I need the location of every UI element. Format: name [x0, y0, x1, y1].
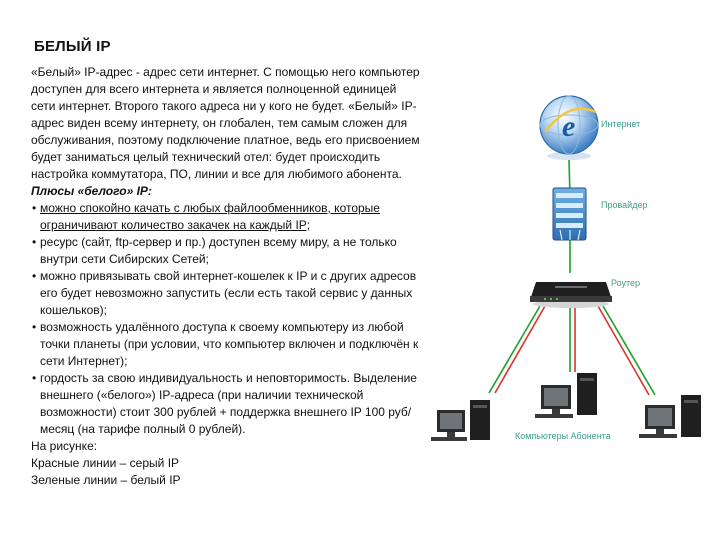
computer-icon [535, 373, 597, 418]
label-router: Роутер [611, 278, 641, 288]
intro-paragraph: «Белый» IP-адрес - адрес сети интернет. С помощью него компьютер доступен для всего интернета и является полноценной единицей сети интернет. Второго такого адреса ни у кого не будет. «Белый» IP-адрес виден всему интернету, он глобален, тем самым сложен для обслуживания, поэтому подключение платное, ведь его присвоением будет заниматься целый технический отел: будет происходить настройка коммутатора, ПО, линии и все для любимого абонента. [31, 65, 420, 181]
label-internet: Интернет [601, 119, 641, 129]
bullet-item: • можно спокойно качать с любых файлообменников, которые ограничивают количество закачек на каждый IP; [32, 201, 380, 232]
caption-heading: На рисунке: [31, 439, 98, 453]
router-icon [530, 282, 612, 308]
slide-title: БЕЛЫЙ IP [34, 38, 111, 55]
bullet-item: • ресурс (сайт, ftp-сервер и пр.) доступен всему миру, а не только внутри сети Сибирских Сетей; [32, 235, 397, 266]
pluses-heading: Плюсы «белого» IP: [31, 184, 152, 198]
computer-icon [639, 395, 701, 438]
bullet-item: • можно привязывать свой интернет-кошелек к IP и с других адресов его будет невозможно запустить (если есть такой сервис у данных кошельков); [32, 269, 417, 317]
caption-red-lines: Красные линии – серый IP [31, 456, 180, 470]
red-links [495, 306, 649, 395]
provider-server-icon [553, 188, 586, 240]
caption-green-lines: Зеленые линии – белый IP [31, 473, 181, 487]
computer-icon [431, 400, 490, 441]
bullet-item: • гордость за свою индивидуальность и неповторимость. Выделение внешнего («белого») IP-адреса (при наличии технической возможности) стоит 300 рублей + поддержка внешнего IP 100 руб/месяц (на тарифе полный 0 рублей). [32, 371, 417, 436]
label-computers: Компьютеры Абонента [515, 431, 611, 441]
internet-globe-icon [540, 96, 598, 160]
bullet-item: • возможность удалённого доступа к своему компьютеру из любой точки планеты (при условии, что компьютер включен и подключён к сети Интернет); [32, 320, 419, 368]
svg-text:e: e [562, 110, 576, 143]
label-provider: Провайдер [601, 200, 648, 210]
